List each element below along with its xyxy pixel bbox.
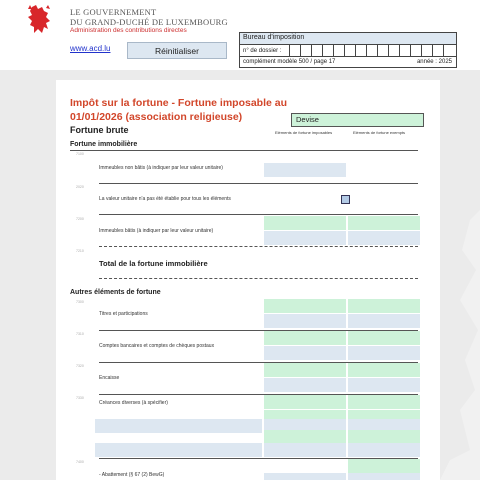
input-abattement-taxable[interactable] xyxy=(264,473,346,480)
input-titres-exempt-1[interactable] xyxy=(348,299,420,313)
divider-dashed xyxy=(99,278,418,279)
row-code: 7400 xyxy=(76,460,84,464)
divider xyxy=(70,150,418,151)
input-non-batis[interactable] xyxy=(264,163,346,177)
luxembourg-lion-logo-icon xyxy=(24,3,54,37)
row-label-encaisse: Encaisse xyxy=(99,375,120,381)
input-batis-exempt-1[interactable] xyxy=(348,216,420,230)
input-titres-taxable-2[interactable] xyxy=(264,314,346,328)
input-abattement-exempt-1[interactable] xyxy=(348,459,420,473)
government-name: LE GOUVERNEMENT DU GRAND-DUCHÉ DE LUXEMBOURG xyxy=(70,7,228,27)
form-title: Impôt sur la fortune - Fortune imposable au 01/01/2026 (association religieuse) xyxy=(70,97,288,123)
input-encaisse-taxable-2[interactable] xyxy=(264,378,346,392)
input-creances-taxable-4[interactable] xyxy=(264,430,346,444)
tax-year: année : 2025 xyxy=(416,59,452,65)
input-comptes-taxable-2[interactable] xyxy=(264,346,346,360)
row-label-creances: Créances diverses (à spécifier) xyxy=(99,400,168,406)
input-titres-taxable-1[interactable] xyxy=(264,299,346,313)
input-comptes-taxable-1[interactable] xyxy=(264,331,346,345)
row-code: 7200 xyxy=(76,217,84,221)
input-creances-spec-2[interactable] xyxy=(95,443,262,457)
header xyxy=(0,0,480,70)
form-reference: complément modèle 500 / page 17 xyxy=(243,59,336,65)
fortune-brute-heading: Fortune brute xyxy=(70,125,129,135)
administration-name: Administration des contributions directes xyxy=(70,27,187,34)
input-encaisse-taxable-1[interactable] xyxy=(264,363,346,377)
section-heading-immo: Fortune immobilière xyxy=(70,141,138,148)
divider xyxy=(99,214,418,215)
row-label-non-batis: Immeubles non bâtis (à indiquer par leur valeur unitaire) xyxy=(99,165,223,171)
bureau-title[interactable]: Bureau d'imposition xyxy=(240,33,456,45)
row-code: 7320 xyxy=(76,364,84,368)
input-creances-exempt-5[interactable] xyxy=(348,443,420,457)
dossier-input-boxes[interactable] xyxy=(289,45,454,56)
input-creances-spec-1[interactable] xyxy=(95,419,262,433)
row-label-valeur-unitaire: La valeur unitaire n'a pas été établie pour tous les éléments xyxy=(99,196,231,202)
input-creances-exempt-1[interactable] xyxy=(348,395,420,409)
input-abattement-exempt-2[interactable] xyxy=(348,473,420,480)
input-batis-taxable-2[interactable] xyxy=(264,231,346,245)
row-label-titres: Titres et participations xyxy=(99,311,148,317)
row-code: 7300 xyxy=(76,300,84,304)
input-creances-exempt-4[interactable] xyxy=(348,430,420,444)
input-titres-exempt-2[interactable] xyxy=(348,314,420,328)
divider xyxy=(99,183,418,184)
input-encaisse-exempt-2[interactable] xyxy=(348,378,420,392)
bureau-box xyxy=(239,32,457,68)
input-creances-taxable-5[interactable] xyxy=(264,443,346,457)
valeur-unitaire-checkbox[interactable] xyxy=(341,195,350,204)
row-code: 7210 xyxy=(76,249,84,253)
row-label-batis: Immeubles bâtis (à indiquer par leur valeur unitaire) xyxy=(99,228,214,234)
section-heading-autres: Autres éléments de fortune xyxy=(70,289,161,296)
reset-button[interactable]: Réinitialiser xyxy=(127,42,227,59)
column-header-taxable: Eléments de fortune imposables xyxy=(275,130,333,135)
input-comptes-exempt-1[interactable] xyxy=(348,331,420,345)
input-batis-exempt-2[interactable] xyxy=(348,231,420,245)
acd-link[interactable]: www.acd.lu xyxy=(70,44,111,53)
row-label-abattement: - Abattement (§ 67 (2) BewG) xyxy=(99,472,165,478)
watermark-graphic-icon xyxy=(440,210,480,480)
row-code: 2020 xyxy=(76,185,84,189)
input-comptes-exempt-2[interactable] xyxy=(348,346,420,360)
total-immo-label: Total de la fortune immobilière xyxy=(99,259,208,268)
devise-field[interactable]: Devise xyxy=(291,113,424,127)
row-label-comptes: Comptes bancaires et comptes de chèques postaux xyxy=(99,343,215,349)
input-encaisse-exempt-1[interactable] xyxy=(348,363,420,377)
row-code: 7330 xyxy=(76,396,84,400)
dossier-label: n° de dossier : xyxy=(243,47,282,54)
column-header-exempt: Eléments de fortune exempts xyxy=(353,130,406,135)
row-code: 7310 xyxy=(76,332,84,336)
divider-dashed xyxy=(99,246,418,247)
row-code: 7100 xyxy=(76,152,84,156)
input-batis-taxable-1[interactable] xyxy=(264,216,346,230)
input-creances-taxable-1[interactable] xyxy=(264,395,346,409)
